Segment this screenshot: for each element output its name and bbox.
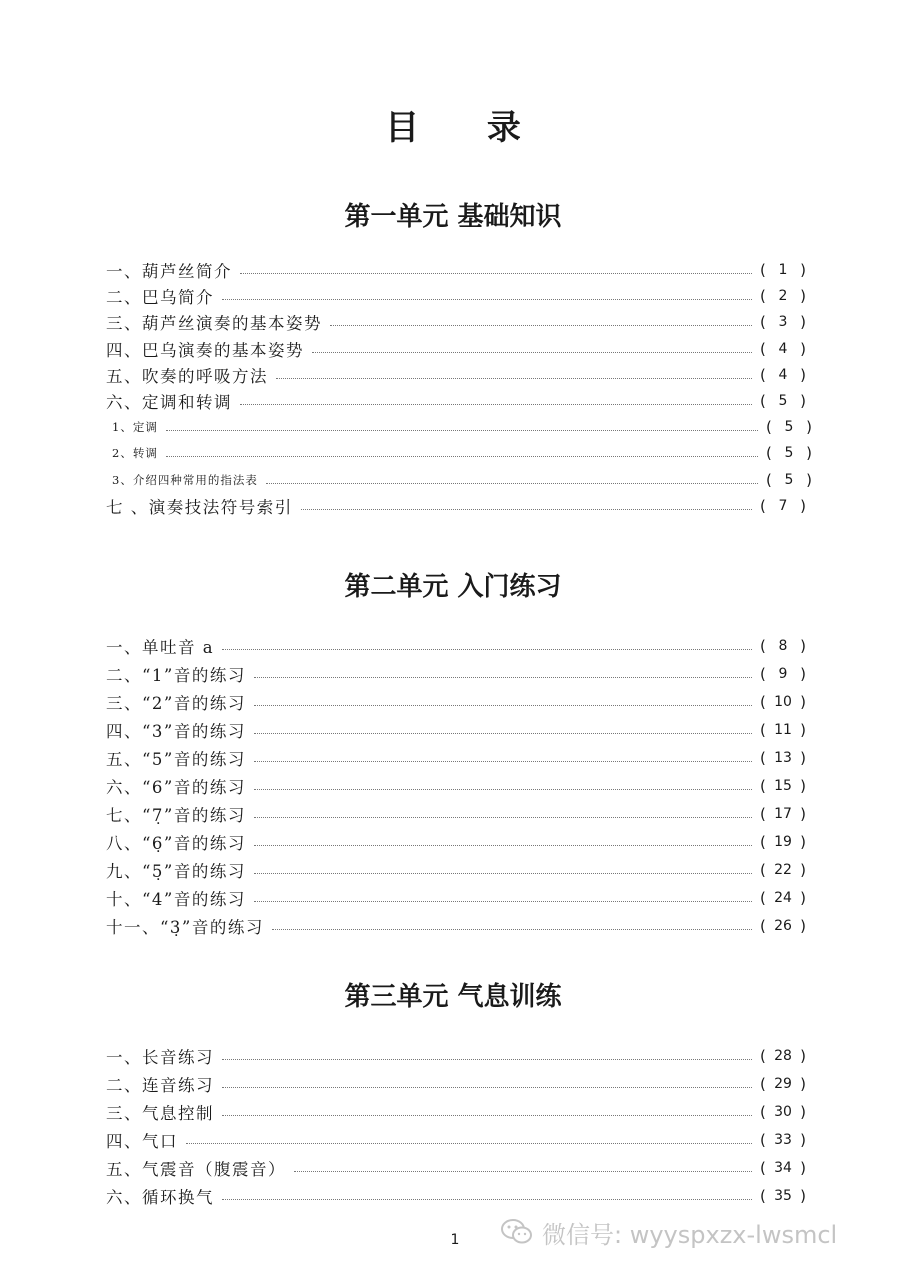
unit-title: 第二单元 入门练习	[344, 572, 562, 602]
paren-close: )	[800, 889, 806, 907]
paren-close: )	[800, 637, 806, 655]
page-ref: 28	[774, 1048, 792, 1064]
paren-close: )	[800, 917, 806, 935]
toc-entry-page	[760, 637, 806, 655]
paren-open: (	[760, 637, 766, 655]
paren-open: (	[760, 366, 766, 384]
toc-entry-label: 六、定调和转调	[106, 393, 232, 412]
dot-leader	[186, 1143, 752, 1144]
paren-close: )	[800, 861, 806, 879]
toc-entry[interactable]	[106, 335, 806, 363]
watermark	[500, 1212, 837, 1252]
paren-close: )	[800, 340, 806, 358]
toc-entry-page	[760, 340, 806, 358]
toc-entry[interactable]	[106, 1126, 806, 1154]
toc-entry-page	[760, 889, 806, 907]
toc-entry-page	[766, 471, 812, 489]
toc-entry-page	[760, 392, 806, 410]
toc-entry[interactable]	[112, 413, 812, 441]
toc-entry-page	[760, 833, 806, 851]
toc-entry-label: 八、“6̣”音的练习	[106, 834, 246, 853]
dot-leader	[222, 1199, 752, 1200]
toc-entry-label: 二、“1”音的练习	[106, 666, 246, 685]
paren-open: (	[760, 665, 766, 683]
toc-entry-page	[760, 1159, 806, 1177]
paren-open: (	[760, 392, 766, 410]
toc-entry[interactable]	[106, 660, 806, 688]
paren-open: (	[760, 1075, 766, 1093]
toc-entry-page	[760, 749, 806, 767]
unit-title: 第一单元 基础知识	[344, 202, 562, 232]
toc-entry-label: 七、“7̣”音的练习	[106, 806, 246, 825]
paren-close: )	[800, 261, 806, 279]
page-ref: 29	[774, 1076, 792, 1092]
paren-close: )	[800, 693, 806, 711]
toc-entry[interactable]	[106, 361, 806, 389]
paren-open: (	[760, 497, 766, 515]
paren-open: (	[760, 287, 766, 305]
paren-close: )	[800, 749, 806, 767]
toc-entry[interactable]	[106, 828, 806, 856]
paren-close: )	[800, 1159, 806, 1177]
page-ref: 5	[778, 393, 788, 409]
dot-leader	[254, 705, 752, 706]
page-ref: 30	[774, 1104, 792, 1120]
paren-open: (	[760, 861, 766, 879]
toc-entry[interactable]	[106, 688, 806, 716]
paren-open: (	[760, 833, 766, 851]
paren-close: )	[806, 418, 812, 436]
paren-close: )	[806, 471, 812, 489]
toc-entry[interactable]	[106, 282, 806, 310]
paren-open: (	[760, 1131, 766, 1149]
toc-entry-label: 七 、演奏技法符号索引	[106, 498, 293, 517]
toc-entry-page	[760, 721, 806, 739]
dot-leader	[222, 1115, 752, 1116]
toc-entry[interactable]	[106, 772, 806, 800]
paren-open: (	[760, 777, 766, 795]
toc-entry[interactable]	[106, 716, 806, 744]
dot-leader	[254, 677, 752, 678]
toc-entry[interactable]	[106, 308, 806, 336]
page-ref: 22	[774, 862, 792, 878]
page-number: 1	[450, 1232, 460, 1248]
toc-entry-label: 九、“5̣”音的练习	[106, 862, 246, 881]
dot-leader	[330, 325, 752, 326]
toc-entry[interactable]	[106, 744, 806, 772]
paren-open: (	[766, 471, 772, 489]
paren-open: (	[760, 917, 766, 935]
paren-close: )	[806, 444, 812, 462]
paren-close: )	[800, 721, 806, 739]
paren-open: (	[760, 1187, 766, 1205]
toc-entry-page	[760, 777, 806, 795]
watermark-text: 微信号: wyyspxzx-lwsmcl	[542, 1220, 838, 1249]
toc-entry[interactable]	[106, 912, 806, 940]
toc-entry-label: 五、“5”音的练习	[106, 750, 246, 769]
page-ref: 3	[778, 314, 788, 330]
toc-entry[interactable]	[112, 439, 812, 467]
page-ref: 10	[774, 694, 792, 710]
page-ref: 4	[778, 341, 788, 357]
toc-entry[interactable]	[106, 632, 806, 660]
unit-title: 第三单元 气息训练	[344, 982, 562, 1012]
toc-entry[interactable]	[106, 1154, 806, 1182]
toc-entry-label: 三、“2”音的练习	[106, 694, 246, 713]
paren-open: (	[760, 889, 766, 907]
toc-entry-page	[766, 444, 812, 462]
toc-entry[interactable]	[106, 256, 806, 284]
toc-entry-label: 二、连音练习	[106, 1076, 214, 1095]
toc-entry[interactable]	[106, 492, 806, 520]
paren-close: )	[800, 1103, 806, 1121]
toc-entry-page	[760, 261, 806, 279]
paren-close: )	[800, 392, 806, 410]
toc-entry[interactable]	[106, 884, 806, 912]
page-ref: 11	[774, 722, 792, 738]
paren-open: (	[760, 313, 766, 331]
page-ref: 5	[784, 445, 794, 461]
paren-open: (	[760, 721, 766, 739]
toc-entry-page	[760, 366, 806, 384]
toc-entry-label: 三、气息控制	[106, 1104, 214, 1123]
paren-close: )	[800, 665, 806, 683]
dot-leader	[166, 430, 758, 431]
toc-entry-page	[760, 917, 806, 935]
page-ref: 19	[774, 834, 792, 850]
toc-entry-page	[760, 1047, 806, 1065]
dot-leader	[166, 456, 758, 457]
paren-close: )	[800, 366, 806, 384]
toc-entry-label: 四、气口	[106, 1132, 178, 1151]
page-ref: 33	[774, 1132, 792, 1148]
toc-entry-label: 四、巴乌演奏的基本姿势	[106, 341, 304, 360]
dot-leader	[294, 1171, 752, 1172]
toc-entry-label: 一、葫芦丝简介	[106, 262, 232, 281]
page-ref: 26	[774, 918, 792, 934]
paren-close: )	[800, 1047, 806, 1065]
page-ref: 5	[784, 419, 794, 435]
dot-leader	[254, 845, 752, 846]
paren-open: (	[766, 444, 772, 462]
toc-entry[interactable]	[106, 856, 806, 884]
paren-close: )	[800, 1131, 806, 1149]
dot-leader	[254, 789, 752, 790]
paren-open: (	[760, 805, 766, 823]
dot-leader	[272, 929, 752, 930]
toc-entry[interactable]	[106, 1182, 806, 1210]
paren-open: (	[760, 1047, 766, 1065]
toc-entry-page	[760, 1131, 806, 1149]
dot-leader	[254, 901, 752, 902]
dot-leader	[312, 352, 752, 353]
paren-open: (	[766, 418, 772, 436]
toc-entry-label: 1、定调	[112, 420, 158, 434]
paren-close: )	[800, 805, 806, 823]
wechat-icon	[500, 1217, 534, 1247]
dot-leader	[222, 649, 752, 650]
page-ref: 35	[774, 1188, 792, 1204]
dot-leader	[240, 404, 752, 405]
dot-leader	[222, 1059, 752, 1060]
toc-entry-page	[760, 287, 806, 305]
page-ref: 8	[778, 638, 788, 654]
paren-close: )	[800, 1075, 806, 1093]
toc-entry-label: 2、转调	[112, 446, 158, 460]
page-ref: 2	[778, 288, 788, 304]
toc-entry-label: 五、吹奏的呼吸方法	[106, 367, 268, 386]
dot-leader	[222, 1087, 752, 1088]
toc-entry-label: 十、“4”音的练习	[106, 890, 246, 909]
toc-entry-page	[760, 665, 806, 683]
toc-entry-label: 二、巴乌简介	[106, 288, 214, 307]
dot-leader	[240, 273, 752, 274]
paren-close: )	[800, 287, 806, 305]
page-ref: 7	[778, 498, 788, 514]
toc-entry-page	[760, 805, 806, 823]
toc-entry-page	[760, 313, 806, 331]
paren-close: )	[800, 1187, 806, 1205]
toc-entry[interactable]	[112, 466, 812, 494]
toc-entry-page	[766, 418, 812, 436]
toc-entry[interactable]	[106, 1098, 806, 1126]
toc-entry-label: 六、“6”音的练习	[106, 778, 246, 797]
dot-leader	[301, 509, 752, 510]
dot-leader	[254, 873, 752, 874]
toc-entry-label: 五、气震音（腹震音）	[106, 1160, 286, 1179]
toc-entry[interactable]	[106, 1042, 806, 1070]
toc-entry-label: 六、循环换气	[106, 1188, 214, 1207]
toc-entry-label: 十一、“3̣”音的练习	[106, 918, 264, 937]
page-ref: 1	[778, 262, 788, 278]
page-ref: 15	[774, 778, 792, 794]
toc-entry-page	[760, 693, 806, 711]
toc-entry-page	[760, 1103, 806, 1121]
toc-entry-label: 3、介绍四种常用的指法表	[112, 473, 258, 487]
page-ref: 4	[778, 367, 788, 383]
paren-open: (	[760, 693, 766, 711]
dot-leader	[222, 299, 752, 300]
page-ref: 5	[784, 472, 794, 488]
page-ref: 9	[778, 666, 788, 682]
paren-close: )	[800, 497, 806, 515]
page-ref: 34	[774, 1160, 792, 1176]
page-title: 目 录	[385, 108, 549, 148]
toc-entry[interactable]	[106, 387, 806, 415]
page-ref: 24	[774, 890, 792, 906]
paren-open: (	[760, 749, 766, 767]
paren-open: (	[760, 340, 766, 358]
dot-leader	[254, 733, 752, 734]
paren-open: (	[760, 1159, 766, 1177]
toc-entry-page	[760, 1075, 806, 1093]
page-ref: 13	[774, 750, 792, 766]
toc-entry[interactable]	[106, 800, 806, 828]
paren-close: )	[800, 833, 806, 851]
toc-entry-label: 一、单吐音 a	[106, 638, 215, 657]
paren-close: )	[800, 313, 806, 331]
toc-entry-label: 一、长音练习	[106, 1048, 214, 1067]
paren-close: )	[800, 777, 806, 795]
toc-entry-label: 三、葫芦丝演奏的基本姿势	[106, 314, 322, 333]
paren-open: (	[760, 261, 766, 279]
page-ref: 17	[774, 806, 792, 822]
toc-entry-page	[760, 1187, 806, 1205]
dot-leader	[276, 378, 752, 379]
toc-entry[interactable]	[106, 1070, 806, 1098]
dot-leader	[254, 817, 752, 818]
paren-open: (	[760, 1103, 766, 1121]
toc-entry-label: 四、“3”音的练习	[106, 722, 246, 741]
dot-leader	[266, 483, 758, 484]
dot-leader	[254, 761, 752, 762]
toc-entry-page	[760, 861, 806, 879]
toc-entry-page	[760, 497, 806, 515]
